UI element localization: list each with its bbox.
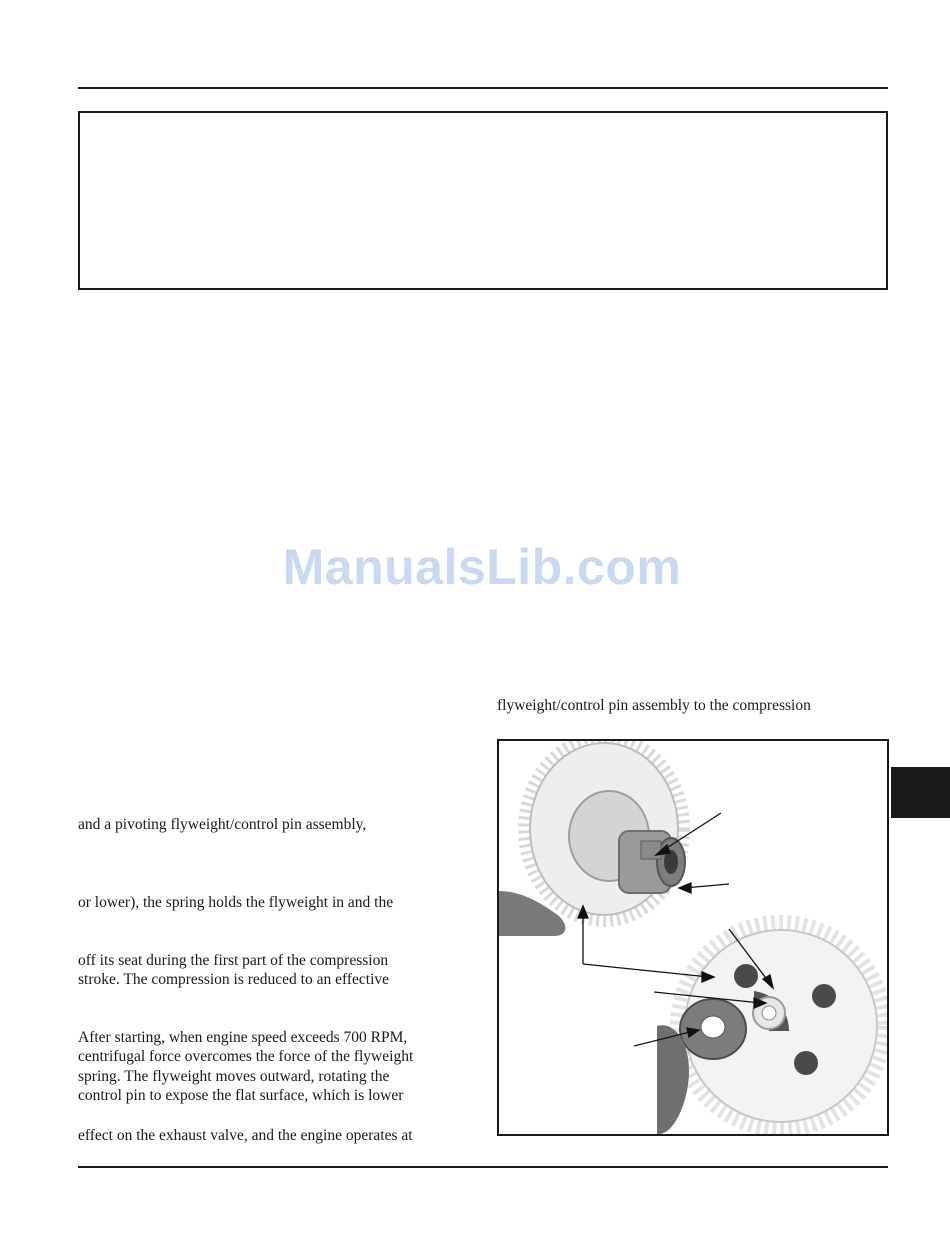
body-line: effect on the exhaust valve, and the engine operates at [78, 1127, 413, 1144]
body-line: spring. The flyweight moves outward, rotating the [78, 1068, 390, 1085]
cam-hub [619, 831, 685, 893]
body-line: centrifugal force overcomes the force of the flyweight [78, 1048, 414, 1065]
watermark: ManualsLib.com [282, 539, 682, 595]
footer-rule [78, 1166, 888, 1168]
section-tab [891, 767, 950, 818]
body-line: and a pivoting flyweight/control pin assembly, [78, 816, 367, 833]
header-rule [78, 87, 888, 89]
body-line: off its seat during the first part of the compression [78, 952, 389, 969]
body-line: flyweight/control pin assembly to the compression [497, 697, 811, 714]
body-line: or lower), the spring holds the flyweight in and the [78, 894, 394, 911]
body-line: control pin to expose the flat surface, which is lower [78, 1087, 404, 1104]
gear-assembly-photo [497, 739, 889, 1136]
body-line: After starting, when engine speed exceeds 700 RPM, [78, 1029, 408, 1046]
body-line: stroke. The compression is reduced to an effective [78, 971, 390, 988]
notice-box [78, 111, 888, 290]
